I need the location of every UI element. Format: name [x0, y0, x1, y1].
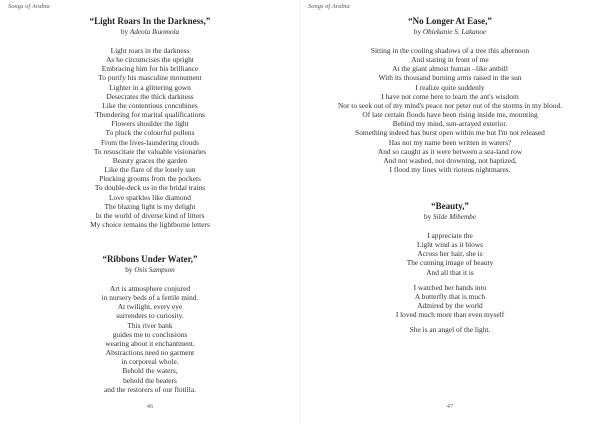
byline-by: by: [424, 213, 432, 221]
poem-line: At twilight, every eye: [117, 302, 183, 312]
poem-line: Across her hair, she is: [417, 249, 483, 259]
poem-byline: [340, 212, 560, 223]
poem-line: At the giant almost human –like anthill: [392, 64, 508, 74]
poem-line: A butterfly that is much: [414, 291, 486, 301]
poem-author: Osis Sampson: [134, 266, 175, 274]
poem-line: I appreciate the: [427, 231, 473, 240]
poem-line: I realize quite suddenly: [415, 82, 485, 92]
poem-lines: [40, 46, 260, 229]
poem-line: Abstractions need no garment: [105, 348, 195, 358]
poem-author: Adeola Ikuomola: [129, 28, 180, 36]
poem-no-longer-at-ease: [300, 16, 600, 174]
poem-line: Plucking grooms from the pockets: [99, 174, 201, 184]
poem-line: surrenders to curiosity.: [116, 311, 184, 321]
poem-lines: [40, 284, 260, 394]
poem-line: To purify his masculine monument: [98, 73, 202, 83]
poem-line: Behind my mind, sun-arrayed exterior.: [392, 119, 508, 129]
poem-byline: [40, 27, 260, 38]
poem-line: To resuscitate the valuable visionaries: [93, 146, 207, 156]
poem-title: “No Longer At Ease,”: [408, 16, 492, 26]
poem-line: Like the contentious concubines: [102, 100, 198, 110]
poem-line: I watched her hands into: [413, 282, 487, 292]
poem-line: Love sparkles like diamond: [109, 192, 191, 202]
poem-line: Thundering for marital qualifications: [95, 110, 205, 120]
right-page: [300, 0, 600, 424]
poem-line: and the restorers of our flotilla.: [104, 384, 196, 394]
poem-line: My choice remains the lightborne letters: [90, 219, 210, 229]
poem-line: And so caught as it were between a sea-land row: [377, 146, 523, 156]
poem-line: Desecrates the thick darkness: [106, 91, 194, 101]
poem-line: In the world of diverse kind of litters: [95, 210, 205, 220]
page-number: 47: [446, 403, 454, 410]
poem-author: Silde Mibembe: [433, 213, 476, 221]
poem-line: behold the beaters: [123, 375, 177, 385]
poem-line: Light wind as it blows: [416, 240, 484, 250]
poem-line: With its thousand burning arms raised in the sun: [378, 73, 522, 83]
byline-by: by: [125, 266, 133, 274]
poem-line: Has not my name been written in waters?: [388, 137, 512, 147]
stanza: [340, 231, 560, 277]
poem-line: guides me to conclusions: [112, 329, 188, 339]
poem-byline: [300, 27, 600, 38]
poem-line: To pluck the colourful pollens: [105, 128, 195, 138]
byline-by: by: [413, 28, 422, 36]
poem-line: Beauty graces the garden: [112, 155, 188, 165]
running-head: Songs of Arabia: [8, 3, 50, 10]
poem-line: Flowers shoulder the light: [111, 119, 189, 129]
poem-line: She is an angel of the light.: [409, 325, 491, 335]
page-number: 46: [146, 403, 154, 410]
stanza: [340, 325, 560, 334]
poem-line: And not washed, not drowning, not baptized,: [383, 155, 517, 165]
poem-title: “Light Roars In the Darkness,”: [89, 16, 211, 26]
poem-line: wearing about it enchantment.: [105, 338, 195, 348]
poem-line: This river bank: [127, 320, 173, 330]
poem-line: Behold the waters,: [122, 366, 178, 376]
poem-line: I loved much more than even myself: [395, 310, 505, 320]
poem-line: And all that it is: [426, 267, 474, 277]
poem-line: To double-deck us in the bridal trains: [94, 183, 206, 193]
poem-byline: [40, 265, 260, 276]
poem-line: Sitting in the cooling shadows of a tree this afternoon: [370, 46, 530, 55]
poem-line: The cunning image of beauty: [406, 258, 494, 268]
poem-author: Obiekanie S. Lakanoe: [422, 28, 487, 36]
poem-line: I flood my lines with riotous nightmares.: [389, 165, 511, 175]
poem-line: Embracing him for his brilliance: [101, 64, 199, 74]
poem-line: Nor to seek out of my mind's peace nor peter out of the storms in my blood.: [337, 100, 563, 110]
poem-title: “Beauty,”: [431, 201, 469, 211]
poem-line: As he circumcises the upright: [106, 55, 194, 65]
poem-stanzas: [340, 231, 560, 335]
poem-line: Admired by the world: [417, 301, 483, 311]
poem-title: “Ribbons Under Water,”: [102, 254, 198, 264]
byline-by: by: [120, 28, 129, 36]
running-head: Songs of Arabia: [308, 3, 350, 10]
poem-ribbons-under-water: [40, 254, 260, 394]
poem-line: in corporeal whole.: [121, 357, 179, 367]
poem-line: The blazing light is my delight: [104, 201, 196, 211]
poem-light-roars: [40, 16, 260, 229]
poem-beauty: [340, 201, 560, 341]
poem-line: Art is atmosphere conjured: [109, 284, 191, 293]
poem-line: Like the flare of the lonely sun: [104, 165, 196, 175]
poem-line: From the lives-laundering clouds: [101, 137, 199, 147]
poem-line: in nursery beds of a fertile mind.: [101, 293, 199, 303]
poem-line: Of late certain floods have been rising inside me, mounting: [362, 110, 538, 120]
poem-line: I have not come here to learn the ant's wisdom: [381, 91, 519, 101]
poem-line: Something indeed has burst open within me but I'm not released: [355, 128, 545, 138]
poem-lines: [300, 46, 600, 174]
stanza: [340, 283, 560, 320]
poem-line: Lighter in a glittering gown: [109, 82, 191, 92]
poem-line: Light roars in the darkness: [110, 46, 190, 55]
poem-line: And staring in front of me: [411, 55, 489, 65]
